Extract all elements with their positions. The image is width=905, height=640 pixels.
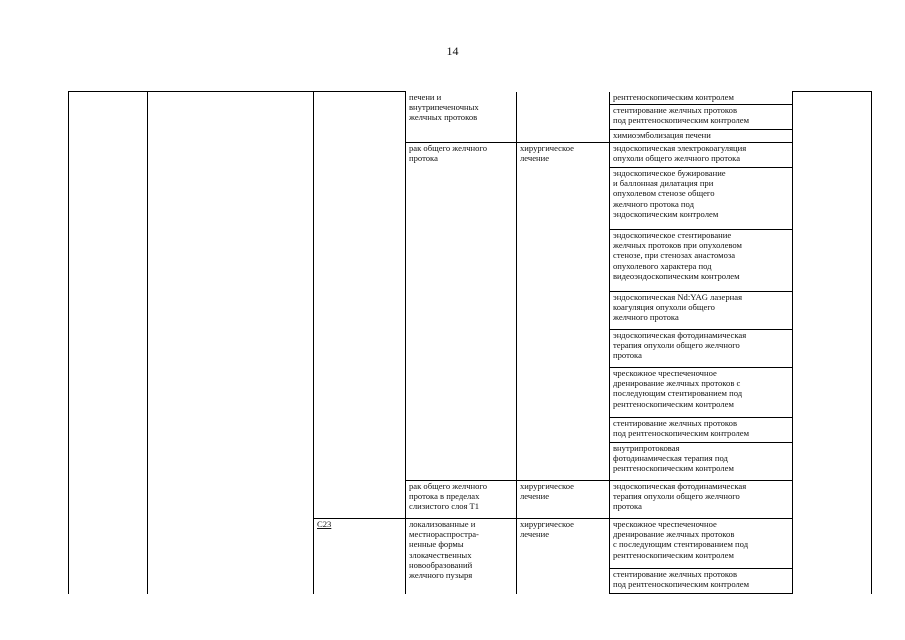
table-cell-method: эндоскопическая Nd:YAG лазерная коагуляция опухоли общего желчного протока	[610, 292, 793, 330]
table-cell-code	[314, 92, 406, 519]
table-cell-method: эндоскопическая фотодинамическая терапия опухоли общего желчного протока	[610, 330, 793, 368]
table-cell-model: локализованные и местнораспростра- ненные формы злокачественных новообразований желчного пузыря	[406, 519, 517, 594]
icd-code: C23	[317, 519, 332, 529]
table-cell-method: эндоскопическая фотодинамическая терапия опухоли общего желчного протока	[610, 481, 793, 519]
table-cell-col2	[148, 92, 314, 594]
page-number: 14	[446, 44, 459, 58]
table-cell-model: рак общего желчного протока	[406, 143, 517, 481]
table-row	[69, 92, 872, 105]
table-cell-treatment: хирургическое лечение	[517, 481, 610, 519]
table-cell-treatment: хирургическое лечение	[517, 519, 610, 594]
table-cell-method: эндоскопическая электрокоагуляция опухоли общего желчного протока	[610, 143, 793, 168]
table-cell-treatment	[517, 92, 610, 143]
table-cell-method: стентирование желчных протоков под рентгеноскопическим контролем	[610, 569, 793, 594]
table-cell-col1	[69, 92, 148, 594]
table-cell-model: рак общего желчного протока в пределах слизистого слоя T1	[406, 481, 517, 519]
medical-care-table	[68, 91, 872, 594]
table-cell-method: стентирование желчных протоков под рентгеноскопическим контролем	[610, 418, 793, 443]
table-cell-col7	[793, 92, 872, 594]
table-cell-model: печени и внутрипеченочных желчных протоков	[406, 92, 517, 143]
table-cell-method: эндоскопическое бужирование и баллонная дилатация при опухолевом стенозе общего желчного протока под эндоскопическим контролем	[610, 168, 793, 230]
table-cell-method: чрескожное чреспеченочное дренирование желчных протоков с последующим стентированием под рентгеноскопическим контролем	[610, 519, 793, 569]
table-cell-method: чрескожное чреспеченочное дренирование желчных протоков с последующим стентированием под рентгеноскопическим контролем	[610, 368, 793, 418]
table-cell-method: эндоскопическое стентирование желчных протоков при опухолевом стенозе, при стенозах анастомоза опухолевого характера под видеоэндоскопическим контролем	[610, 230, 793, 292]
table-cell-method: химиоэмболизация печени	[610, 130, 793, 143]
table-cell-method: рентгеноскопическим контролем	[610, 92, 793, 105]
table-cell-method: стентирование желчных протоков под рентгеноскопическим контролем	[610, 105, 793, 130]
table-cell-code	[314, 519, 406, 594]
table-cell-method: внутрипротоковая фотодинамическая терапия под рентгеноскопическим контролем	[610, 443, 793, 481]
table-cell-treatment: хирургическое лечение	[517, 143, 610, 481]
